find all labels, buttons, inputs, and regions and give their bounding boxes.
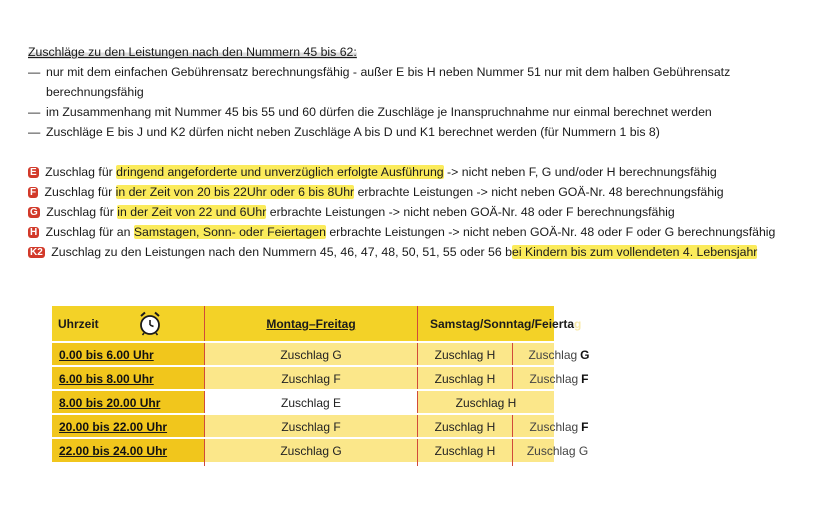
badge-e: E [30, 167, 37, 178]
column-divider [204, 306, 205, 466]
heading: Zuschläge zu den Leistungen nach den Nummern 45 bis 62: [28, 45, 357, 59]
saturday-cell: Zuschlag H [434, 443, 496, 458]
rule-g: G Zuschlag für in der Zeit von 22 und 6Uhr erbrachte Leistungen -> nicht neben GOÄ-Nr. 48 oder F berechnungsfähig [30, 205, 675, 219]
table-row [52, 343, 590, 366]
header-weekend: Samstag/Sonntag/Feierta g [430, 317, 582, 331]
time-cell: 20.00 bis 22.00 Uhr [52, 415, 204, 438]
column-divider [417, 306, 418, 466]
column-divider [512, 343, 513, 391]
header-time: Uhrzeit [58, 317, 99, 331]
weekday-cell: Zuschlag F [281, 371, 341, 386]
time-cell: 6.00 bis 8.00 Uhr [52, 367, 204, 390]
bullet-item: — im Zusammenhang mit Nummer 45 bis 55 und 60 dürfen die Zuschläge je Inanspruchnahme nur einmal berechnet werden [28, 105, 712, 119]
column-divider [512, 415, 513, 466]
bullet-item: — Zuschläge E bis J und K2 dürfen nicht neben Zuschläge A bis D und K1 berechnet werden (für Nummern 1 bis 8) [28, 125, 660, 139]
saturday-cell: Zuschlag H [434, 347, 496, 362]
rule-h: H Zuschlag für an Samstagen, Sonn- oder Feiertagen erbrachte Leistungen -> nicht neben GOÄ-Nr. 48 oder F oder G berechnungsfähig [30, 225, 776, 239]
weekend-merged-cell: Zuschlag H [418, 391, 554, 414]
weekday-cell: Zuschlag E [280, 395, 342, 410]
weekday-cell: Zuschlag G [280, 443, 342, 458]
document-body [28, 42, 818, 262]
table-row [52, 439, 589, 462]
time-cell: 8.00 bis 20.00 Uhr [52, 391, 204, 414]
sunday-cell: Zuschlag G [528, 347, 590, 362]
sunday-cell: Zuschlag F [529, 371, 589, 386]
saturday-cell: Zuschlag H [434, 419, 496, 434]
badge-h: H [30, 227, 38, 238]
rule-e: E Zuschlag für dringend angeforderte und unverzüglich erfolgte Ausführung -> nicht neben F, G und/oder H berechnungsfähig [30, 165, 717, 179]
badge-g: G [30, 207, 38, 218]
badge-k2: K2 [30, 247, 43, 258]
table-row [52, 415, 589, 438]
time-cell: 0.00 bis 6.00 Uhr [52, 343, 204, 366]
sunday-cell: Zuschlag F [529, 419, 589, 434]
time-cell: 22.00 bis 24.00 Uhr [52, 439, 204, 462]
saturday-cell: Zuschlag H [434, 371, 496, 386]
alarm-clock-icon [138, 310, 162, 336]
table-row [52, 391, 554, 414]
header-weekday: Montag–Freitag [266, 317, 356, 331]
table-row [52, 367, 589, 390]
surcharge-table [52, 306, 590, 466]
bullet-item: — nur mit dem einfachen Gebührensatz berechnungsfähig - außer E bis H neben Nummer 51 nur mit dem halben Gebührensatz berechnungsfähig [28, 65, 731, 99]
badge-f: F [30, 187, 37, 198]
rule-k2: K2 Zuschlag zu den Leistungen nach den Nummern 45, 46, 47, 48, 50, 51, 55 oder 56 bei Kindern bis zum vollendeten 4. Lebensjahr [30, 245, 758, 259]
weekday-cell: Zuschlag F [281, 419, 341, 434]
weekday-cell: Zuschlag G [280, 347, 342, 362]
sunday-cell: Zuschlag G [526, 443, 589, 458]
rule-f: F Zuschlag für in der Zeit von 20 bis 22Uhr oder 6 bis 8Uhr erbrachte Leistungen -> nicht neben GOÄ-Nr. 48 berechnungsfähig [30, 185, 724, 199]
table-header [52, 306, 582, 342]
